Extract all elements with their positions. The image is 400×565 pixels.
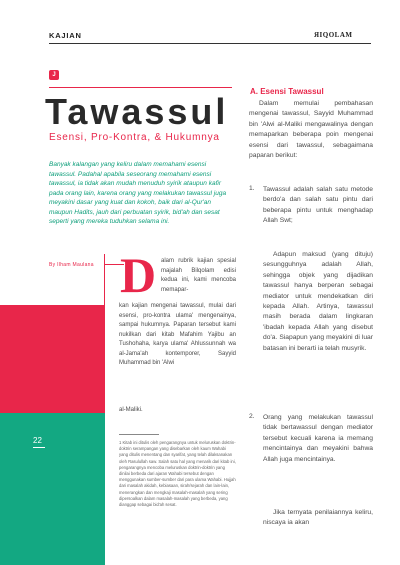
body-text-first-lines: alam rubrik kajian spesial majalah Bilqolam edisi kedua ini, kami mencoba memapar- [161, 258, 236, 293]
red-color-block [0, 305, 105, 413]
section-heading: A. Esensi Tawassul [250, 87, 324, 96]
brand-logo: ЯIQOLAM [314, 31, 353, 39]
body-text: kan kajian mengenai tawassul, mulai dari esensi, pro-kontra ulama' mengenainya, sampai hukumnya. Paparan tersebut kami nukilkan dari kitab Mafahim Yajibu an Tushohaha, karya ulama' Ahlussunnah wa al-Jama'ah kontemporer, Sayyid Muhammad bin 'Alwi [119, 303, 236, 366]
drop-cap: D [120, 247, 157, 303]
article-lead: Banyak kalangan yang keliru dalam memahami esensi tawassul. Padahal apabila seseorang memahami esensi tawassul, ia tidak akan mudah menuduh syirik ataupun kafir pada orang lain, karena orang yang melakukan tawassul juga meyakini dasar yang kuat dan kokoh, baik dari al-Qur'an maupun Hadits, jauh dari perbuatan syirik, bid'ah dan sesat seperti yang mereka tuduhkan selama ini. [49, 161, 227, 225]
list-item-2-continuation: Jika ternyata penilaiannya keliru, niscaya ia akan [263, 509, 373, 527]
list-item-2-text: Orang yang melakukan tawassul tidak bertawassul dengan mediator tersebut kecuali karena ia memang mencintainya dan meyakini bahwa Allah juga mencintainya. [263, 414, 373, 463]
footnote-divider [119, 434, 159, 435]
list-item-1-continuation: Adapun maksud (yang dituju) sesungguhnya adalah Allah, sehingga objek yang dijadikan tawassul hanya berperan sebagai mediator untuk mendekatkan diri kepada Allah. Artinya, tawassul masih berada dalam lingkaran 'ibadah kepada Allah yang disebut do'a. Siapapun yang meyakini di luar batasan ini berarti ia telah musyrik. [263, 251, 373, 352]
article-title: Tawassul [45, 91, 229, 132]
magazine-badge-icon: J [49, 70, 59, 80]
section-label: KAJIAN [49, 31, 82, 40]
vertical-accent-line [104, 254, 105, 306]
page-number-line [33, 447, 45, 448]
teal-color-block [0, 413, 105, 565]
title-accent-line [49, 87, 232, 88]
header-divider [49, 43, 371, 44]
list-number-1: 1. [249, 185, 255, 192]
article-subtitle: Esensi, Pro-Kontra, & Hukumnya [49, 132, 220, 143]
byline: By Ilham Maulana [49, 262, 94, 268]
page-number: 22 [33, 436, 42, 445]
section-intro: Dalam memulai pembahasan mengenai tawassul, Sayyid Muhammad bin 'Alwi al-Maliki mengawalinya dengan memaparkan beberapa poin mengenai esensi dari tawassul, sebagaimana paparan berikut: [249, 100, 373, 160]
list-item-1-text: Tawassul adalah salah satu metode berdo'a dan salah satu pintu dari beberapa pintu untuk menghadap Allah Swt; [263, 186, 373, 225]
list-number-2: 2. [249, 413, 255, 420]
body-text-end: al-Maliki. [119, 407, 143, 413]
footnote: 1 Kitab ini ditulis oleh pengarangnya untuk meluruskan doktrin-doktrin serampangan yang disebarkan oleh kaum Wahabi yang ditulis menentang dan syarifat, yang telah dilaksanakan oleh Rasulullah saw. Salah satu hal yang menarik dari kitab ini, pengarangnya mencoba meluruskan doktrin-doktrin yang dinilai berbeda dari ajaran Wahabi tersebut dengan menggunakan sumber-sumber dari para ulama Wahabi. Hujjah dari masalah akidah, kebiasaan, sirah/sejarah dan lain-lain, menerangkan dan mengkaji masalah-masalah yang sering dipersoalkan dalam masalah-masalah yang berbeda, yang dianggap sebagai bid'ah sesat. [119, 440, 236, 508]
